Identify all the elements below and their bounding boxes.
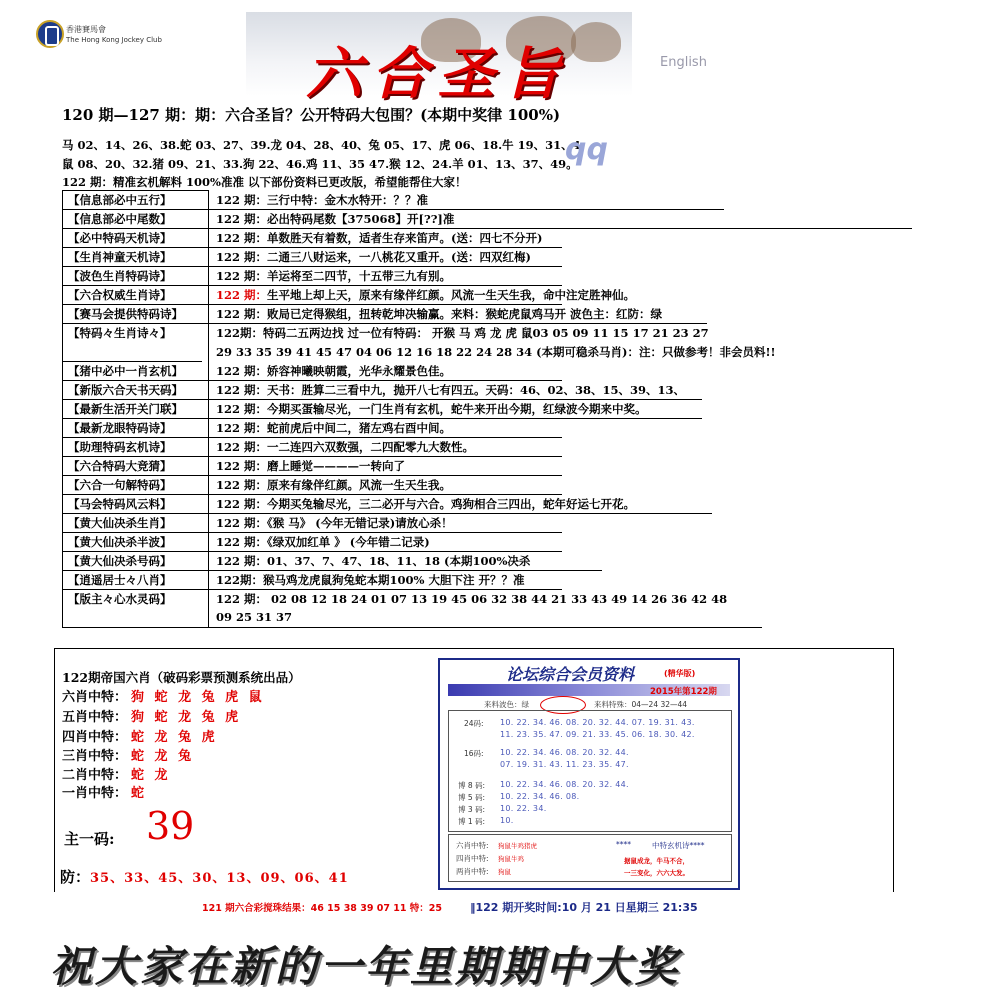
xuanji-label: 中特玄机诗**** [652,841,705,850]
table-row [62,494,922,513]
row-label: 【逍遥居士々八肖】 [68,573,172,587]
divider [54,648,894,649]
row-text: 122 期：今期买蛋输尽光，一门生肖有玄机，蛇牛来开出今期，红绿波今期来中奖。 [216,402,647,416]
forum-title: 论坛综合会员资料 [506,665,635,684]
row-body: 生平地上却上天，原来有缘伴红颜。风流一生天生我，命中注定胜神仙。 [267,288,636,302]
row-label: 【黄大仙决杀号码】 [68,554,172,568]
row-text: 122 期：今期买兔输尽光，三二必开与六合。鸡狗相合三四出，蛇年好运七开花。 [216,497,636,511]
code16-label: 16码: [464,749,484,758]
table-row [62,418,922,437]
zodiac-line-1: 马 02、14、26、38.蛇 03、27、39.龙 04、28、40、兔 05、17、虎 06、18.牛 19、31、4 [62,138,581,152]
poem-line-1: 据鼠成龙，牛马不合， [624,857,689,865]
english-link[interactable]: English [660,55,707,70]
row-label: 【信息部必中尾数】 [68,212,172,226]
row-label: 【六合特码大竞猜】 [68,459,172,473]
pred-label: 六肖中特： [62,690,128,705]
row-text: 122 期：二通三八财运来，一八桃花又重开。(送：四双红梅) [216,250,531,264]
pred-value: 狗 蛇 龙 兔 虎 鼠 [131,690,265,705]
open-time: ‖122 期开奖时间:10 月 21 日星期三 21:35 [470,901,698,914]
table-row [62,456,922,475]
row-text: 122 期：《绿双加红单 》 (今年错二记录) [216,535,430,549]
table-border [62,190,63,627]
table-row [62,266,922,285]
forum-wave: 来料波色：绿 [484,700,529,709]
row-label: 【波色生肖特码诗】 [68,269,172,283]
b5-nums: 10. 22. 34. 46. 08. [500,792,580,801]
qq-mark: qq [565,132,608,167]
logo-english-name: The Hong Kong Jockey Club [66,36,162,44]
row-text: 122 期：三行中特：金木水特开：？？准 [216,193,429,207]
table-row [62,513,922,532]
table-row [62,323,922,361]
pred-line [62,764,171,783]
code24-row1: 10. 22. 34. 46. 08. 20. 32. 44. 07. 19. 31. 43. [500,718,695,727]
row-label: 【特码々生肖诗々】 [68,326,172,340]
table-row [62,304,922,323]
pred-line [62,745,194,764]
title-banner [246,12,632,107]
four-label: 四肖中特: [456,854,489,863]
headline: 120 期—127 期：期：六合圣旨？公开特码大包围？(本期中奖律 100%) [62,106,561,124]
emperor-title: 122期帝国六肖（破码彩票预测系统出品） [62,670,301,685]
code16-row1: 10. 22. 34. 46. 08. 20. 32. 44. [500,748,629,757]
result-121: 121 期六合彩搅珠结果：46 15 38 39 07 11 特：25 [202,903,443,914]
row-text: 122期：特码二五两边找 过一位有特码： 开猴 马 鸡 龙 虎 鼠03 05 09 11 15 17 21 23 27 [216,326,709,340]
zodiac-line-2: 鼠 08、20、32.猪 09、21、33.狗 22、46.鸡 11、35 47.猴 12、24.羊 01、13、37、49。 [62,157,578,171]
row-text: 122 期：《猴 马》 (今年无错记录)请放心杀！ [216,516,453,530]
pred-value: 蛇 龙 [131,768,171,783]
pred-line [62,782,147,801]
banner-title: 六合圣旨 [306,41,570,107]
row-text: 122 期：羊运将至二四节，十五带三九有别。 [216,269,452,283]
row-text: 122 期：原来有缘伴红颜。风流一生天生我。 [216,478,452,492]
row-text: 122 期：单数胜天有着数，适者生存来笛声。(送：四七不分开) [216,231,543,245]
table-row [62,209,922,228]
table-row [62,570,922,589]
row-text: 122 期：01、37、7、47、18、11、18 (本期100%决杀 [216,554,531,568]
b3-label: 博 3 码: [458,805,486,814]
blessing-banner: 祝大家在新的一年里期期中大奖 [50,942,681,991]
row-label: 【马会特码风云料】 [68,497,172,511]
row-label: 【赛马会提供特码诗】 [68,307,183,321]
forum-member-image [438,658,740,890]
row-label: 【黄大仙决杀生肖】 [68,516,172,530]
pred-value: 狗 蛇 龙 兔 虎 [131,710,242,725]
row-text: 122 期：败局已定得猴组，扭转乾坤决输赢。来料：猴蛇虎鼠鸡马开 波色主：红防：绿 [216,307,663,321]
pred-label: 四肖中特： [62,730,128,745]
main-number: 39 [146,804,195,848]
table-row [62,190,922,209]
row-label: 【信息部必中五行】 [68,193,172,207]
table-row [62,589,922,627]
row-label: 【助理特码玄机诗】 [68,440,172,454]
divider [893,648,894,892]
table-row [62,380,922,399]
table-row [62,532,922,551]
pred-line [62,686,265,705]
pred-line [62,726,218,745]
forum-special: 来料特殊：04—24 32—44 [594,700,688,709]
pred-value: 蛇 龙 兔 [131,749,195,764]
poem-line-2: 一三变化，六六大发。 [624,869,689,877]
code24-row2: 11. 23. 35. 47. 09. 21. 33. 45. 06. 18. 30. 42. [500,730,695,739]
stars: **** [616,840,631,849]
b3-nums: 10. 22. 34. [500,804,547,813]
row-label: 【必中特码天机诗】 [68,231,172,245]
row-prefix: 122 期： [216,288,268,302]
logo-chinese-name: 香港賽馬會 [66,25,106,34]
table-border [62,190,208,191]
row-text: 122 期：磨上睡觉————一转向了 [216,459,406,473]
six-value: 狗鼠牛鸡猪虎 [498,842,537,850]
forum-code-box [448,710,732,832]
row-text-continued: 09 25 31 37 [216,610,293,624]
b8-nums: 10. 22. 34. 46. 08. 20. 32. 44. [500,780,629,789]
four-value: 狗鼠牛鸡 [498,855,524,863]
jockey-club-logo[interactable] [36,20,166,60]
table-row [62,247,922,266]
b1-label: 博 1 码: [458,817,486,826]
row-text: 122 期：娇容神曦映朝霞，光华永耀景色佳。 [216,364,452,378]
table-row [62,551,922,570]
code24-label: 24码: [464,719,484,728]
row-text-continued: 29 33 35 39 41 45 47 04 06 12 16 18 22 24 28 34 (本期可稳杀马肖)：注：只做参考！非会员料!! [216,345,776,359]
two-label: 两肖中特: [456,867,489,876]
forum-period: 2015年第122期 [650,687,717,697]
logo-emblem-icon [36,20,64,48]
row-text: 122 期： 02 08 12 18 24 01 07 13 19 45 06 32 38 44 21 33 43 49 14 26 36 42 48 [216,592,728,606]
row-label: 【生肖神童天机诗】 [68,250,172,264]
pred-label: 三肖中特： [62,749,128,764]
two-value: 狗鼠 [498,868,511,876]
pred-label: 二肖中特： [62,768,128,783]
row-divider [62,627,762,628]
row-text: 122 期：必出特码尾数【375068】开[??]准 [216,212,455,226]
table-row [62,399,922,418]
row-label: 【最新龙眼特码诗】 [68,421,172,435]
b5-label: 博 5 码: [458,793,486,802]
forum-edition: (精华版) [664,669,696,678]
pred-value: 蛇 [131,786,148,801]
table-row [62,475,922,494]
notice-122: 122 期：精准玄机解料 100%准准 以下部份资料已更改版，希望能帮住大家！ [62,175,467,189]
row-text: 122 期：天书：胜算二三看中九，抛开八七有四五。天码：46、02、38、15、39、13、 [216,383,686,397]
b1-nums: 10. [500,816,514,825]
row-label: 【新版六合天书天码】 [68,383,183,397]
row-text: 122期：猴马鸡龙虎鼠狗兔蛇本期100% 大胆下注 开？？准 [216,573,525,587]
pred-line [62,706,241,725]
table-border [208,190,209,627]
divider [54,648,55,892]
b8-label: 博 8 码: [458,781,486,790]
defense-label: 防： [60,868,91,886]
row-text [216,287,635,303]
row-text: 122 期：一二连四六双数强，二四配零九大数性。 [216,440,475,454]
row-label: 【黄大仙决杀半波】 [68,535,172,549]
row-label: 【六合权威生肖诗】 [68,288,172,302]
row-label: 【猪中必中一肖玄机】 [68,364,183,378]
pred-label: 一肖中特： [62,786,128,801]
table-row [62,361,922,380]
code16-row2: 07. 19. 31. 43. 11. 23. 35. 47. [500,760,629,769]
table-row [62,228,922,247]
row-label: 【六合一句解特码】 [68,478,172,492]
defense-values: 35、33、45、30、13、09、06、41 [90,871,349,886]
defense-line [60,866,349,887]
table-row [62,437,922,456]
table-row [62,285,922,304]
row-label: 【版主々心水灵码】 [68,592,172,606]
six-label: 六肖中特: [456,841,489,850]
pred-label: 五肖中特： [62,710,128,725]
row-label: 【最新生活开关门联】 [68,402,183,416]
row-text: 122 期：蛇前虎后中间二，猪左鸡右酉中间。 [216,421,452,435]
pred-value: 蛇 龙 兔 虎 [131,730,218,745]
horse-image [571,22,621,62]
main-number-label: 主一码: [64,830,115,848]
